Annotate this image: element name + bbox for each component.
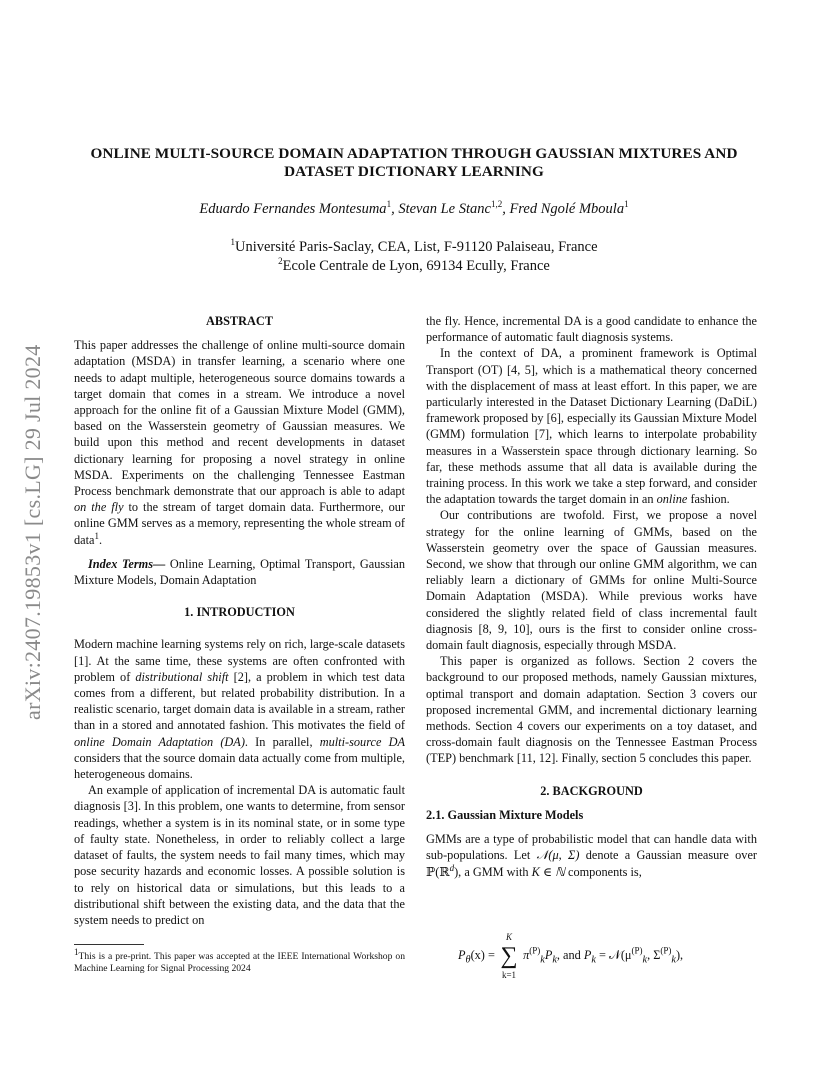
author-1: Eduardo Fernandes Montesuma [199,201,387,217]
index-terms: Index Terms— Online Learning, Optimal Transport, Gaussian Mixture Models, Domain Adaptation [74,556,406,588]
arxiv-stamp: arXiv:2407.19853v1 [cs.LG] 29 Jul 2024 [20,344,45,720]
intro-paragraph-2: An example of application of incremental DA is automatic fault diagnosis [3]. In this problem, one wants to determine, from sensor readings, whether a system is in its nominal state, or in some type of faulty state. Nonetheless, in order to reliably collect a large dataset of faults, the system needs to fail many times, which may pose security hazards and economic losses. A possible solution is to rely on historical data or simulations, but this leads to a distributional shift between the existing data, and the data that the system needs to predict on [74,783,405,927]
right-paragraph-2: In the context of DA, a prominent framework is Optimal Transport (OT) [4, 5], which is a mathematical theory concerned with the displacement of mass at least effort. In this paper, we are particularly interested in the Dataset Dictionary Learning (DaDiL) framework proposed by [6], especially its Gaussian Mixture Model (GMM) formulation [7], which learns to interpolate probability measures in a Wasserstein space through dictionary learning. So far, these methods assume that all data is available during the training process. In this work we take a step forward, and consider the adaptation towards the target domain in an online fashion. [426,346,757,507]
footnote: $^1$This is a pre-print. This paper was accepted at the IEEE International Workshop on Machine Learning for Signal Processing 2024 [74,946,405,974]
abstract-text: This paper addresses the challenge of online multi-source domain adaptation (MSDA) in transfer learning, a scenario where one needs to adapt multiple, heterogeneous source domains towards a target domain that comes in a stream. We introduce a novel approach for the online fit of a Gaussian Mixture Model (GMM), based on the Wasserstein geometry of Gaussian measures. We build upon this method and recent developments in dataset dictionary learning for proposing a novel strategy in online MSDA. Experiments on the challenging Tennessee Eastman Process benchmark demonstrate that our approach is able to adapt on the fly to the stream of target domain data. Furthermore, our online GMM serves as a memory, representing the whole stream of data$^1$. [74,338,405,547]
affiliation-2: $^2$Ecole Centrale de Lyon, 69134 Ecully, France [278,256,550,274]
right-paragraph-1: the fly. Hence, incremental DA is a good candidate to enhance the performance of automatic fault diagnosis systems. [426,314,757,345]
paper-title [60,145,768,181]
footnote-rule [74,944,144,945]
intro-paragraph-1: Modern machine learning systems rely on rich, large-scale datasets [1]. At the same time, these systems are often confronted with problem of distributional shift [2], a problem in which test data comes from a different, but related probability distribution. In a realistic scenario, target domain data is available in a stream, rather than in a stored and annotated fashion. This motivates the field of online Domain Adaptation (DA). In parallel, multi-source DA considers that the source domain data actually come from multiple, heterogeneous domains. [74,637,406,782]
right-paragraph-4: This paper is organized as follows. Section 2 covers the background to our proposed methods, namely Gaussian mixtures, optimal transport and domain adaptation. Section 3 covers our proposed incremental GMM, and incremental dictionary learning methods. Section 4 covers our experiments on a toy dataset, and cross-domain fault diagnosis on the Tennessee Eastman Process (TEP) benchmark [11, 12]. Finally, section 5 concludes this paper. [426,654,757,766]
intro-heading: 1. INTRODUCTION [184,605,295,620]
author-2: Stevan Le Stanc [398,201,491,217]
author-list: Eduardo Fernandes Montesuma$^1$, Stevan Le Stanc$^{1,2}$, Fred Ngolé Mboula$^1$ [199,199,629,217]
affiliations [60,238,768,276]
abstract-heading: ABSTRACT [206,314,273,328]
author-3: Fred Ngolé Mboula [509,201,625,217]
left-column [74,313,405,928]
affiliation-1: $^1$Université Paris-Saclay, CEA, List, F-91120 Palaiseau, France [230,237,598,255]
gmm-equation: $P_\theta(x)$ = K ∑ k=1 $\pi^{(P)}_kP_k$, and $P_k$ = $𝒩(\mu^{(P)}_k$, $\Sigma^{(P)}_k$), [458,932,684,980]
author-1-affil: 1 [386,199,392,210]
background-paragraph-1: GMMs are a type of probabilistic model that can handle data with sub-populations. Let 𝒩(μ, Σ) denote a Gaussian measure over ℙ(ℝ$^d$), a GMM with K ∈ ℕ components is, [426,832,757,879]
gmm-subheading: 2.1. Gaussian Mixture Models [426,807,584,822]
title-line-2: DATASET DICTIONARY LEARNING [284,163,544,180]
author-2-affil: 1,2 [490,199,503,210]
right-column [426,313,757,880]
right-paragraph-3: Our contributions are twofold. First, we propose a novel strategy for the online learning of GMMs, based on the Wasserstein geometry over the space of Gaussian measures. Second, we show that through our online GMM algorithm, we can reliably learn a dictionary of GMMs for online Multi-Source Domain Adaptation (MSDA). While previous works have considered the slightly related field of class incremental fault diagnosis [8, 9, 10], ours is the first to consider online cross-domain fault diagnosis, especially through MSDA. [426,508,757,653]
author-3-affil: 1 [624,199,629,210]
title-line-1: ONLINE MULTI-SOURCE DOMAIN ADAPTATION THROUGH GAUSSIAN MIXTURES AND [90,145,738,162]
summation-symbol: K ∑ k=1 [500,932,518,980]
background-heading: 2. BACKGROUND [540,783,643,798]
